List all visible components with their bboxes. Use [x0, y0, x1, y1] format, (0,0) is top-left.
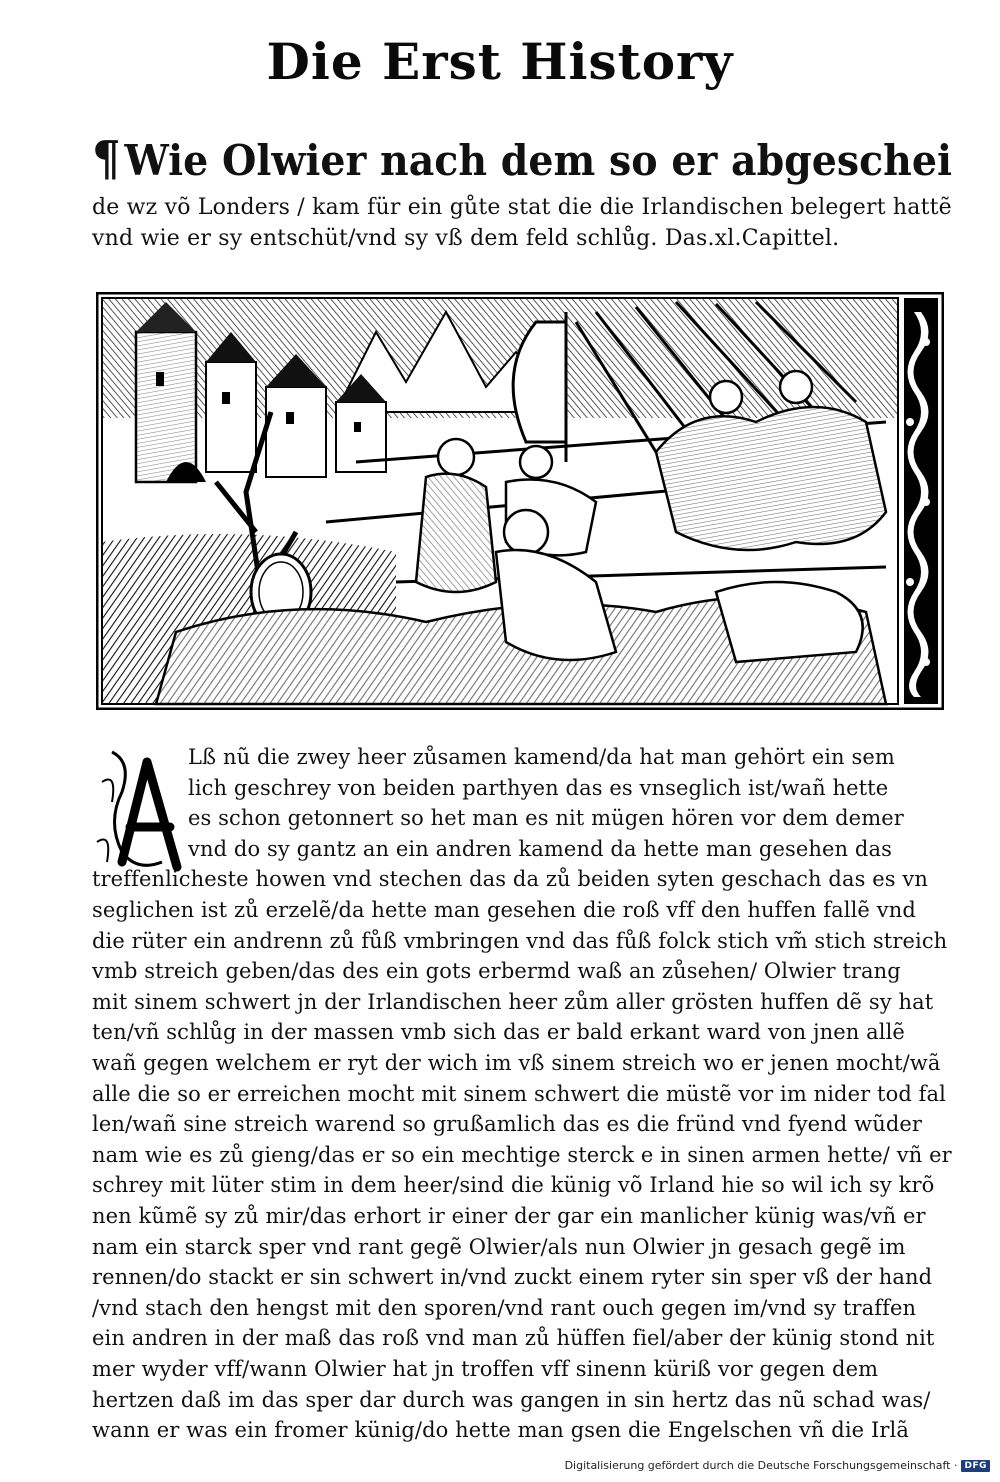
- body-line: nam ein starck sper vnd rant gegẽ Olwier/als nun Olwier jn gesach gegẽ im: [92, 1234, 906, 1259]
- body-line: mer wyder vff/wann Olwier hat jn troffen vff sinenn küriß vor gegen dem: [92, 1357, 879, 1381]
- body-line: vmb streich geben/das des ein gots erbermd waß an zůsehen/ Olwier trang: [92, 959, 901, 984]
- body-line: es schon getonnert so het man es nit mügen hören vor dem demer: [188, 806, 904, 831]
- credit-text: Digitalisierung gefördert durch die Deutsche Forschungsgemeinschaft ·: [564, 1459, 958, 1472]
- body-line: vnd do sy gantz an ein andren kamend da hette man gesehen das: [188, 836, 892, 861]
- body-line: ten/vñ schlůg in der massen vmb sich das er bald erkant ward von jnen allẽ: [92, 1020, 905, 1045]
- body-line: len/wañ sine streich warend so grußamlich das es die fründ vnd fyend wũder: [92, 1112, 923, 1137]
- pilcrow-icon: ¶: [92, 131, 121, 187]
- body-line: /vnd stach den hengst mit den sporen/vnd rant ouch gegen im/vnd sy traffen: [92, 1295, 917, 1320]
- body-line: treffenlicheste howen vnd stechen das da zů beiden syten geschach das es vn: [92, 867, 928, 892]
- body-line: seglichen ist zů erzelẽ/da hette man gesehen die roß vff den huffen fallẽ vnd: [92, 898, 916, 922]
- body-line: alle die so er erreichen mocht mit sinem schwert die müstẽ vor im nider tod fal: [92, 1081, 946, 1106]
- body-line: die rüter ein andrenn zů fůß vmbringen vnd das fůß folck stich vm̃ stich streich: [92, 928, 948, 953]
- body-line: hertzen daß im das sper dar durch was gangen in sin hertz das nũ schad was/: [92, 1387, 931, 1412]
- body-line: nen kũmẽ sy zů mir/das erhort ir einer der gar ein manlicher künig was/vñ er: [92, 1204, 926, 1228]
- body-line: wañ gegen welchem er ryt der wich im vß sinem streich wo er jenen mocht/wã: [92, 1051, 941, 1075]
- chapter-heading-line-1: [92, 128, 952, 192]
- body-line: lich geschrey von beiden parthyen das es vnseglich ist/wañ hette: [188, 775, 889, 800]
- chapter-heading-line-3: vnd wie er sy entschüt/vnd sy vß dem feld schlůg. Das.xl.Capittel.: [92, 226, 840, 251]
- body-line: mit sinem schwert jn der Irlandischen heer zům aller grösten huffen dẽ sy hat: [92, 989, 934, 1014]
- woodcut-battle-illustration: [96, 292, 944, 710]
- body-line: wann er was ein fromer künig/do hette man gsen die Engelschen vñ die Irlã: [92, 1418, 909, 1443]
- body-line: Lß nũ die zwey heer zůsamen kamend/da hat man gehört ein sem: [188, 745, 895, 769]
- chapter-heading: [92, 128, 952, 254]
- chapter-heading-line-2: de wz võ Londers / kam für ein gůte stat die die Irlandischen belegert hattẽ: [92, 195, 952, 220]
- digitization-credit: [565, 1459, 990, 1472]
- body-line: schrey mit lüter stim in dem heer/sind die künig võ Irland hie so wil ich sy krõ: [92, 1173, 935, 1198]
- woodcut-battle-scene-icon: [96, 292, 944, 710]
- running-head: Die Erst History: [266, 32, 734, 91]
- decorated-initial-a: [92, 742, 188, 878]
- initial-letter-text: A: [139, 852, 141, 853]
- body-line: nam wie es zů gieng/das er so ein mechtige sterck e in sinen armen hette/ vñ er: [92, 1142, 952, 1167]
- chapter-title-text: Wie Olwier nach dem so er abgeschei: [124, 136, 952, 185]
- dfg-logo-icon: DFG: [961, 1460, 990, 1472]
- body-line: rennen/do stackt er sin schwert in/vnd zuckt einem ryter sin sper vß der hand: [92, 1265, 933, 1290]
- body-line: ein andren in der maß das roß vnd man zů hüffen fiel/aber der künig stond nit: [92, 1326, 935, 1351]
